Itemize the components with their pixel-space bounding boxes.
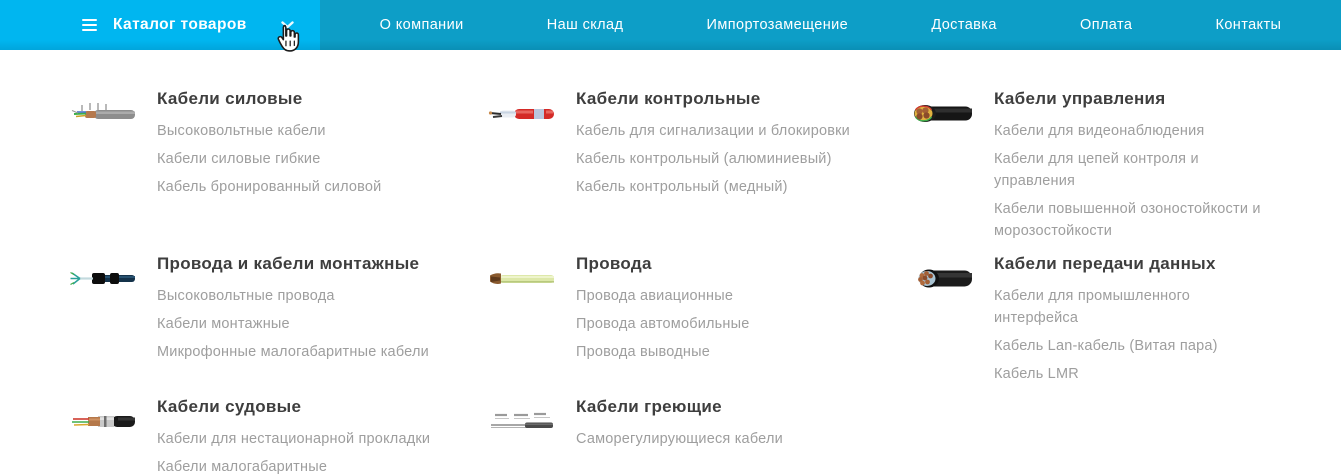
catalog-mega-menu xyxy=(0,50,1341,474)
subcategory-link[interactable]: Кабель контрольный (алюминиевый) xyxy=(576,151,832,167)
nav-links xyxy=(320,0,1341,50)
subcategory-link[interactable]: Кабель бронированный силовой xyxy=(157,179,382,195)
category-texts xyxy=(576,88,905,204)
top-navbar xyxy=(0,0,1341,50)
category-block-data-cables xyxy=(905,253,1305,396)
category-texts xyxy=(994,253,1305,391)
power-cable-image[interactable] xyxy=(68,95,135,204)
subcategory-link[interactable]: Кабели для видеонаблюдения xyxy=(994,123,1205,139)
data-cable-image[interactable] xyxy=(905,260,972,391)
category-texts xyxy=(157,88,487,204)
management-cable-image[interactable] xyxy=(905,95,972,248)
wire-image[interactable] xyxy=(487,260,554,369)
nav-item-import-substitution[interactable]: Импортозамещение xyxy=(706,17,849,33)
subcategory-link[interactable]: Кабели для промышленного интерфейса xyxy=(994,288,1191,326)
subcategory-link[interactable]: Кабель для сигнализации и блокировки xyxy=(576,123,850,139)
category-block-power-cables xyxy=(68,88,487,209)
category-block-heating-cables xyxy=(487,396,905,461)
subcategory-link[interactable]: Кабель контрольный (медный) xyxy=(576,179,788,195)
subcategory-link[interactable]: Провода авиационные xyxy=(576,288,734,304)
subcategory-link[interactable]: Кабели для нестационарной прокладки xyxy=(157,431,431,447)
category-texts xyxy=(576,253,905,369)
subcategory-link[interactable]: Кабели малогабаритные xyxy=(157,459,328,474)
category-link[interactable]: Кабели силовые xyxy=(157,89,303,108)
nav-item-contacts[interactable]: Контакты xyxy=(1215,17,1282,33)
subcategory-link[interactable]: Кабель LMR xyxy=(994,366,1079,382)
subcategory-link[interactable]: Провода выводные xyxy=(576,344,710,360)
category-link[interactable]: Провода xyxy=(576,254,652,273)
montage-cable-image[interactable] xyxy=(68,260,135,369)
nav-item-payment[interactable]: Оплата xyxy=(1080,17,1133,33)
category-link[interactable]: Кабели судовые xyxy=(157,397,302,416)
subcategory-link[interactable]: Саморегулирующиеся кабели xyxy=(576,431,783,447)
hamburger-icon xyxy=(82,19,97,31)
nav-item-warehouse[interactable]: Наш склад xyxy=(546,17,624,33)
category-link[interactable]: Кабели управления xyxy=(994,89,1166,108)
nav-item-delivery[interactable]: Доставка xyxy=(931,17,997,33)
subcategory-link[interactable]: Кабели силовые гибкие xyxy=(157,151,321,167)
category-link[interactable]: Кабели контрольные xyxy=(576,89,761,108)
ship-cable-image[interactable] xyxy=(68,403,135,474)
catalog-menu-label: Каталог товаров xyxy=(113,16,247,33)
category-block-management-cables xyxy=(905,88,1305,253)
subcategory-link[interactable]: Провода автомобильные xyxy=(576,316,750,332)
subcategory-link[interactable]: Кабели для цепей контроля и управления xyxy=(994,151,1199,189)
chevron-down-icon xyxy=(281,21,294,29)
category-texts xyxy=(157,396,487,474)
control-cable-image[interactable] xyxy=(487,95,554,204)
category-link[interactable]: Кабели передачи данных xyxy=(994,254,1216,273)
subcategory-link[interactable]: Кабели монтажные xyxy=(157,316,290,332)
subcategory-link[interactable]: Высоковольтные кабели xyxy=(157,123,326,139)
nav-item-about[interactable]: О компании xyxy=(379,17,464,33)
catalog-menu-button[interactable] xyxy=(0,0,320,50)
subcategory-link[interactable]: Кабель Lan-кабель (Витая пара) xyxy=(994,338,1218,354)
category-texts xyxy=(157,253,487,369)
subcategory-link[interactable]: Кабели повышенной озоностойкости и морозостойкости xyxy=(994,201,1261,239)
category-block-wires xyxy=(487,253,905,374)
subcategory-link[interactable]: Микрофонные малогабаритные кабели xyxy=(157,344,429,360)
heating-cable-image[interactable] xyxy=(487,403,554,456)
category-link[interactable]: Провода и кабели монтажные xyxy=(157,254,420,273)
category-texts xyxy=(994,88,1305,248)
category-block-control-cables xyxy=(487,88,905,209)
category-link[interactable]: Кабели греющие xyxy=(576,397,722,416)
category-texts xyxy=(576,396,905,456)
category-block-montage-cables xyxy=(68,253,487,374)
subcategory-link[interactable]: Высоковольтные провода xyxy=(157,288,335,304)
category-block-ship-cables xyxy=(68,396,487,474)
